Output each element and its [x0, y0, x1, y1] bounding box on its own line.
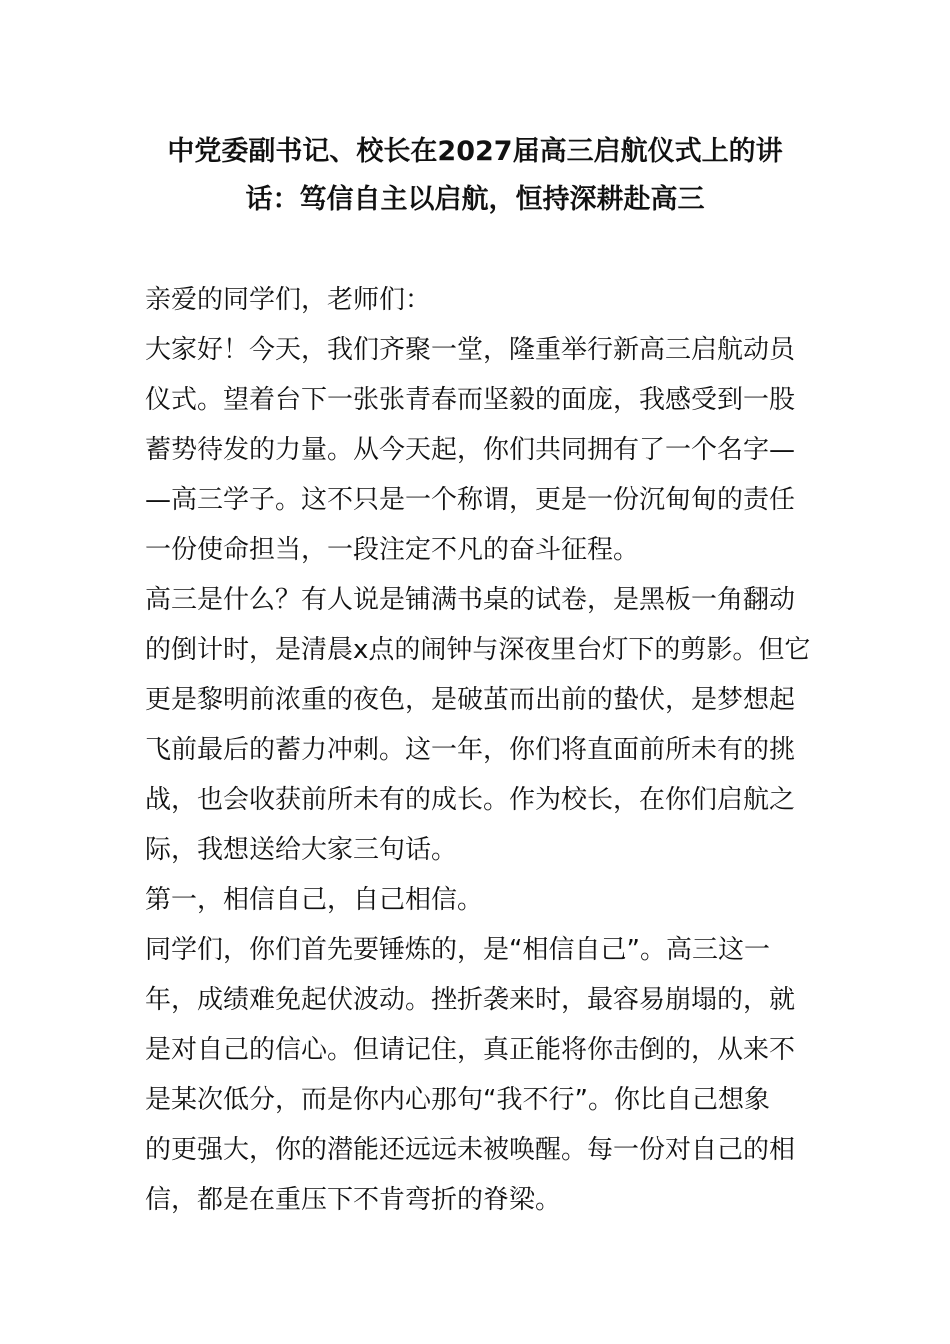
document-title — [140, 128, 810, 224]
body-line: 是某次低分，而是你内心那句“我不行”。你比自己想象 — [145, 1085, 770, 1115]
body-line: 战，也会收获前所未有的成长。作为校长，在你们启航之 — [145, 785, 796, 815]
title-line-2: 话：笃信自主以启航，恒持深耕赴高三 — [245, 184, 705, 215]
body-line: 飞前最后的蓄力冲刺。这一年，你们将直面前所未有的挑 — [145, 735, 796, 765]
body-line: 更是黎明前浓重的夜色，是破茧而出前的蛰伏，是梦想起 — [145, 685, 796, 715]
body-line: 仪式。望着台下一张张青春而坚毅的面庞，我感受到一股 — [145, 385, 796, 415]
body-line: 大家好！今天，我们齐聚一堂，隆重举行新高三启航动员 — [145, 335, 796, 365]
section-heading-line: 第一，相信自己，自己相信。 — [145, 885, 484, 915]
document-body — [145, 275, 810, 1225]
body-line: 蓄势待发的力量。从今天起，你们共同拥有了一个名字— — [145, 435, 796, 465]
body-line: 的更强大，你的潜能还远远未被唤醒。每一份对自己的相 — [145, 1135, 796, 1165]
body-line: 高三是什么？有人说是铺满书桌的试卷，是黑板一角翻动 — [145, 585, 796, 615]
body-line: 一份使命担当，一段注定不凡的奋斗征程。 — [145, 535, 640, 565]
salutation-line: 亲爱的同学们，老师们： — [145, 285, 432, 315]
body-line: 际，我想送给大家三句话。 — [145, 835, 458, 865]
title-line-1: 中党委副书记、校长在2027届高三启航仪式上的讲 — [167, 136, 783, 167]
body-line: 年，成绩难免起伏波动。挫折袭来时，最容易崩塌的，就 — [145, 985, 796, 1015]
body-line: 的倒计时，是清晨x点的闹钟与深夜里台灯下的剪影。但它 — [145, 635, 810, 665]
body-line: —高三学子。这不只是一个称谓，更是一份沉甸甸的责任 — [145, 485, 796, 515]
body-line: 同学们，你们首先要锤炼的，是“相信自己”。高三这一 — [145, 935, 770, 965]
body-line: 信，都是在重压下不肯弯折的脊梁。 — [145, 1185, 562, 1215]
body-line: 是对自己的信心。但请记住，真正能将你击倒的，从来不 — [145, 1035, 796, 1065]
